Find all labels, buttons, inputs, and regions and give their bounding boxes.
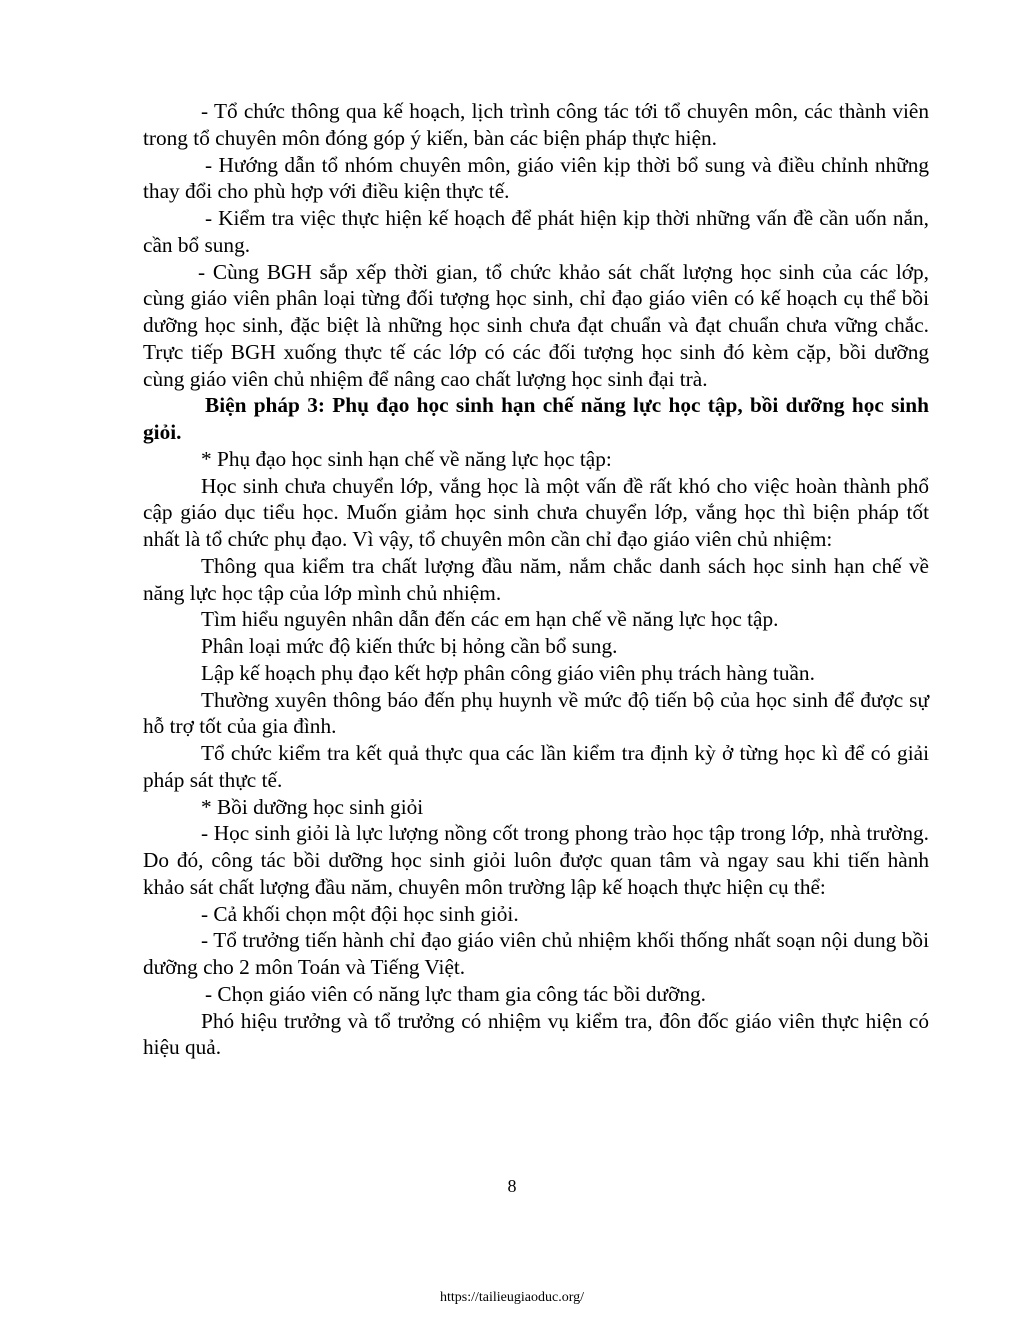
paragraph-guidance: - Hướng dẫn tổ nhóm chuyên môn, giáo viên kịp thời bổ sung và điều chỉnh những thay đổi cho phù hợp với điều kiện thực tế. xyxy=(143,152,929,204)
paragraph-classify: Phân loại mức độ kiến thức bị hỏng cần bổ sung. xyxy=(201,634,618,658)
paragraph-leader-direct: - Tổ trưởng tiến hành chỉ đạo giáo viên chủ nhiệm khối thống nhất soạn nội dung bồi dưỡng cho 2 môn Toán và Tiếng Việt. xyxy=(143,928,929,979)
paragraph-plan-weekly: Lập kế hoạch phụ đạo kết hợp phân công giáo viên phụ trách hàng tuần. xyxy=(201,660,815,685)
paragraph-survey: - Cùng BGH sắp xếp thời gian, tổ chức khảo sát chất lượng học sinh của các lớp, cùng giáo viên phân loại từng đối tượng học sinh, chỉ đạo giáo viên có kế hoạch cụ thể bồi dưỡng học sinh, đặc biệt là những học sinh chưa đạt chuẩn và đạt chuẩn chưa vững chắc. Trực tiếp BGH xuống thực tế các lớp có các đối tượng học sinh đó kèm cặp, bồi dưỡng cùng giáo viên chủ nhiệm để nâng cao chất lượng học sinh đại trà. xyxy=(143,259,929,391)
paragraph-inspection: - Kiểm tra việc thực hiện kế hoạch để phát hiện kịp thời những vấn đề cần uốn nắn, cần bổ sung. xyxy=(143,206,929,257)
paragraph-plan-communication: - Tổ chức thông qua kế hoạch, lịch trình công tác tới tổ chuyên môn, các thành viên trong tổ chuyên môn đóng góp ý kiến, bàn các biện pháp thực hiện. xyxy=(143,99,929,150)
paragraph-select-team: - Cả khối chọn một đội học sinh giỏi. xyxy=(201,901,519,926)
footer-url: https://tailieugiaoduc.org/ xyxy=(440,1290,584,1305)
subheading-gifted: * Bồi dưỡng học sinh giỏi xyxy=(201,794,424,819)
subheading-remedial: * Phụ đạo học sinh hạn chế về năng lực học tập: xyxy=(201,446,612,471)
paragraph-quality-check: Thông qua kiểm tra chất lượng đầu năm, nắm chắc danh sách học sinh hạn chế về năng lực học tập của lớp mình chủ nhiệm. xyxy=(143,553,929,605)
section-heading: Biện pháp 3: Phụ đạo học sinh hạn chế năng lực học tập, bồi dưỡng học sinh giỏi. xyxy=(143,393,929,444)
paragraph-vice-principal: Phó hiệu trưởng và tổ trưởng có nhiệm vụ kiểm tra, đôn đốc giáo viên thực hiện có hiệu quả. xyxy=(143,1008,929,1060)
paragraph-remedial-intro: Học sinh chưa chuyển lớp, vắng học là một vấn đề rất khó cho việc hoàn thành phổ cập giáo dục tiểu học. Muốn giảm học sinh chưa chuyển lớp, vắng học thì biện pháp tốt nhất là tổ chức phụ đạo. Vì vậy, tổ chuyên môn cần chỉ đạo giáo viên chủ nhiệm: xyxy=(143,473,929,551)
document-body xyxy=(143,98,929,1061)
paragraph-select-teachers: - Chọn giáo viên có năng lực tham gia công tác bồi dưỡng. xyxy=(205,981,706,1006)
paragraph-gifted-intro: - Học sinh giỏi là lực lượng nồng cốt trong phong trào học tập trong lớp, nhà trường. Do đó, công tác bồi dưỡng học sinh giỏi luôn được quan tâm và ngay sau khi tiến hành khảo sát chất lượng đầu năm, chuyên môn trường lập kế hoạch thực hiện cụ thể: xyxy=(143,821,929,899)
paragraph-inform-parents: Thường xuyên thông báo đến phụ huynh về mức độ tiến bộ của học sinh để được sự hỗ trợ tốt của gia đình. xyxy=(143,687,929,739)
paragraph-check-results: Tổ chức kiểm tra kết quả thực qua các lần kiểm tra định kỳ ở từng học kì để có giải pháp sát thực tế. xyxy=(143,741,929,792)
page-number: 8 xyxy=(507,1176,517,1196)
paragraph-find-causes: Tìm hiểu nguyên nhân dẫn đến các em hạn chế về năng lực học tập. xyxy=(201,607,779,632)
